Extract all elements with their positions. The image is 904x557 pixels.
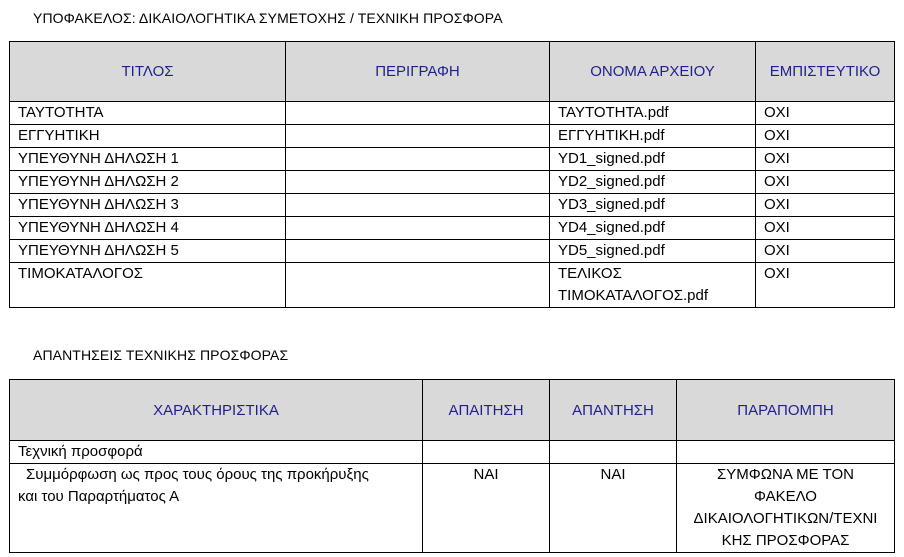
cell-filename: YD5_signed.pdf xyxy=(550,240,756,263)
header-title: ΤΙΤΛΟΣ xyxy=(10,42,286,102)
filename-line: ΤΙΜΟΚΑΤΑΛΟΓΟΣ.pdf xyxy=(558,287,709,304)
cell-title: ΤΑΥΤΟΤΗΤΑ xyxy=(10,102,286,125)
cell-title: ΥΠΕΥΘΥΝΗ ΔΗΛΩΣΗ 5 xyxy=(10,240,286,263)
cell-description xyxy=(286,125,550,148)
header-reference: ΠΑΡΑΠΟΜΠΗ xyxy=(677,380,895,441)
table-row xyxy=(10,240,895,263)
header-confidential: ΕΜΠΙΣΤΕΥΤΙΚΟ xyxy=(756,42,895,102)
cell-description xyxy=(286,148,550,171)
reference-line: ΔΙΚΑΙΟΛΟΓΗΤΙΚΩΝ/ΤΕΧΝΙ xyxy=(693,510,878,527)
cell-description xyxy=(286,171,550,194)
cell-confidential: ΟΧΙ xyxy=(756,171,895,194)
empty-cell xyxy=(677,441,895,464)
table-row xyxy=(10,464,895,553)
header-characteristics: ΧΑΡΑΚΤΗΡΙΣΤΙΚΑ xyxy=(10,380,423,441)
cell-filename: ΕΓΓΥΗΤΙΚΗ.pdf xyxy=(550,125,756,148)
technical-answers-table xyxy=(9,379,895,553)
reference-line: ΚΗΣ ΠΡΟΣΦΟΡΑΣ xyxy=(721,532,850,549)
cell-title: ΥΠΕΥΘΥΝΗ ΔΗΛΩΣΗ 1 xyxy=(10,148,286,171)
characteristic-line: και του Παραρτήματος Α xyxy=(18,488,180,505)
table-row xyxy=(10,217,895,240)
header-filename: ΟΝΟΜΑ ΑΡΧΕΙΟΥ xyxy=(550,42,756,102)
characteristic-line: Συμμόρφωση ως προς τους όρους της προκήρυξης xyxy=(26,466,369,483)
cell-filename: YD3_signed.pdf xyxy=(550,194,756,217)
cell-confidential: ΟΧΙ xyxy=(756,240,895,263)
answers-header-row xyxy=(10,380,895,441)
group-label: Τεχνική προσφορά xyxy=(10,441,423,464)
cell-answer: ΝΑΙ xyxy=(550,464,677,553)
cell-title: ΥΠΕΥΘΥΝΗ ΔΗΛΩΣΗ 4 xyxy=(10,217,286,240)
table-row xyxy=(10,148,895,171)
cell-title: ΥΠΕΥΘΥΝΗ ΔΗΛΩΣΗ 3 xyxy=(10,194,286,217)
table-row xyxy=(10,125,895,148)
cell-title: ΕΓΓΥΗΤΙΚΗ xyxy=(10,125,286,148)
filename-line: ΤΕΛΙΚΟΣ xyxy=(558,265,622,282)
section1-title: ΥΠΟΦΑΚΕΛΟΣ: ΔΙΚΑΙΟΛΟΓΗΤΙΚΑ ΣΥΜΕΤΟΧΗΣ / ΤΕΧΝΙΚΗ ΠΡΟΣΦΟΡΑ xyxy=(33,10,503,26)
cell-confidential: ΟΧΙ xyxy=(756,194,895,217)
cell-filename: YD1_signed.pdf xyxy=(550,148,756,171)
cell-description xyxy=(286,194,550,217)
cell-confidential: ΟΧΙ xyxy=(756,102,895,125)
cell-reference xyxy=(677,464,895,553)
table-row xyxy=(10,194,895,217)
cell-description xyxy=(286,102,550,125)
group-row xyxy=(10,441,895,464)
section2-title: ΑΠΑΝΤΗΣΕΙΣ ΤΕΧΝΙΚΗΣ ΠΡΟΣΦΟΡΑΣ xyxy=(33,347,289,363)
reference-line: ΦΑΚΕΛΟ xyxy=(754,488,817,505)
cell-description xyxy=(286,263,550,308)
header-description: ΠΕΡΙΓΡΑΦΗ xyxy=(286,42,550,102)
cell-filename xyxy=(550,263,756,308)
cell-confidential: ΟΧΙ xyxy=(756,217,895,240)
table-row xyxy=(10,102,895,125)
cell-filename: YD4_signed.pdf xyxy=(550,217,756,240)
documents-table xyxy=(9,41,895,308)
cell-confidential: ΟΧΙ xyxy=(756,125,895,148)
header-requirement: ΑΠΑΙΤΗΣΗ xyxy=(423,380,550,441)
documents-header-row xyxy=(10,42,895,102)
empty-cell xyxy=(550,441,677,464)
reference-line: ΣΥΜΦΩΝΑ ΜΕ ΤΟΝ xyxy=(717,466,854,483)
empty-cell xyxy=(423,441,550,464)
cell-characteristic xyxy=(10,464,423,553)
cell-confidential: ΟΧΙ xyxy=(756,263,895,308)
table-row xyxy=(10,171,895,194)
cell-requirement: ΝΑΙ xyxy=(423,464,550,553)
cell-confidential: ΟΧΙ xyxy=(756,148,895,171)
header-answer: ΑΠΑΝΤΗΣΗ xyxy=(550,380,677,441)
cell-title: ΤΙΜΟΚΑΤΑΛΟΓΟΣ xyxy=(10,263,286,308)
table-row xyxy=(10,263,895,308)
cell-title: ΥΠΕΥΘΥΝΗ ΔΗΛΩΣΗ 2 xyxy=(10,171,286,194)
cell-description xyxy=(286,217,550,240)
cell-filename: YD2_signed.pdf xyxy=(550,171,756,194)
cell-filename: ΤΑΥΤΟΤΗΤΑ.pdf xyxy=(550,102,756,125)
cell-description xyxy=(286,240,550,263)
